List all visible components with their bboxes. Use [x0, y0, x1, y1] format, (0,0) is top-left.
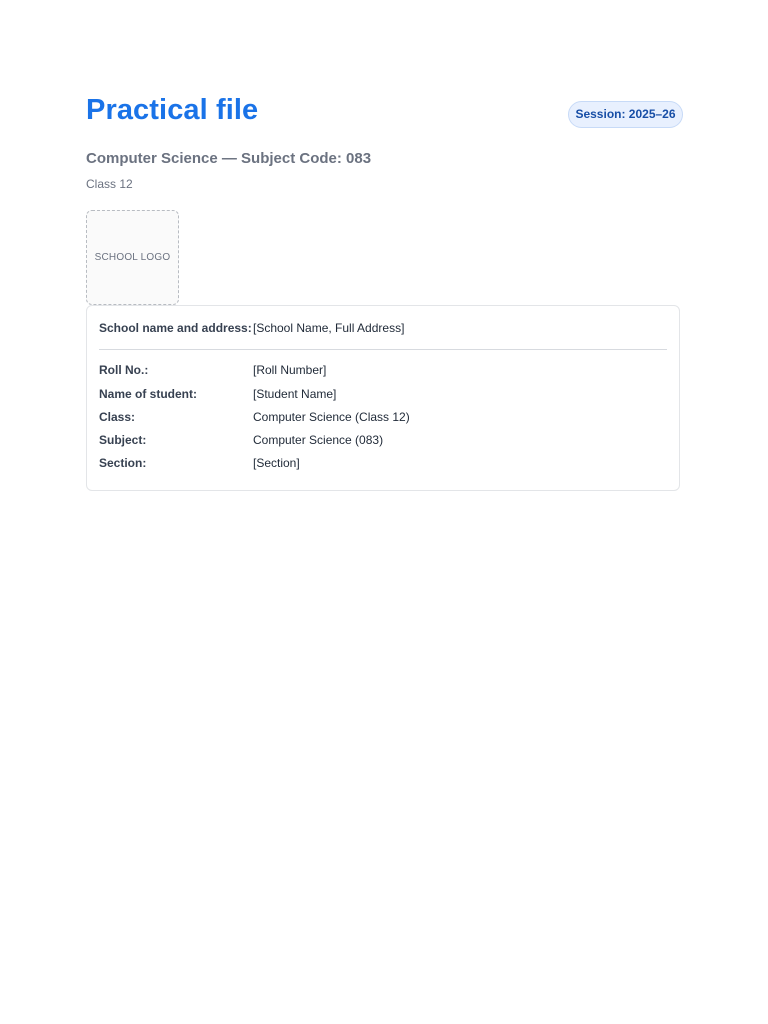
detail-value: [Roll Number] [253, 363, 327, 377]
detail-value: [Section] [253, 456, 300, 470]
page-title: Practical file [86, 94, 259, 126]
detail-label: Name of student: [99, 387, 198, 401]
student-details-card [86, 305, 680, 491]
detail-label: Section: [99, 456, 147, 470]
detail-value: Computer Science (Class 12) [253, 410, 410, 424]
detail-value: Computer Science (083) [253, 433, 384, 447]
detail-label: Subject: [99, 433, 147, 447]
school-logo-placeholder-text: SCHOOL LOGO [94, 252, 171, 263]
school-label: School name and address: [99, 321, 252, 335]
school-value: [School Name, Full Address] [253, 321, 405, 335]
detail-label: Roll No.: [99, 363, 149, 377]
session-badge: Session: 2025–26 [568, 101, 683, 128]
detail-value: [Student Name] [253, 387, 337, 401]
school-logo-placeholder [86, 210, 179, 305]
class-line: Class 12 [86, 177, 133, 191]
subject-subtitle: Computer Science — Subject Code: 083 [86, 150, 372, 167]
details-divider [99, 349, 667, 350]
detail-label: Class: [99, 410, 136, 424]
